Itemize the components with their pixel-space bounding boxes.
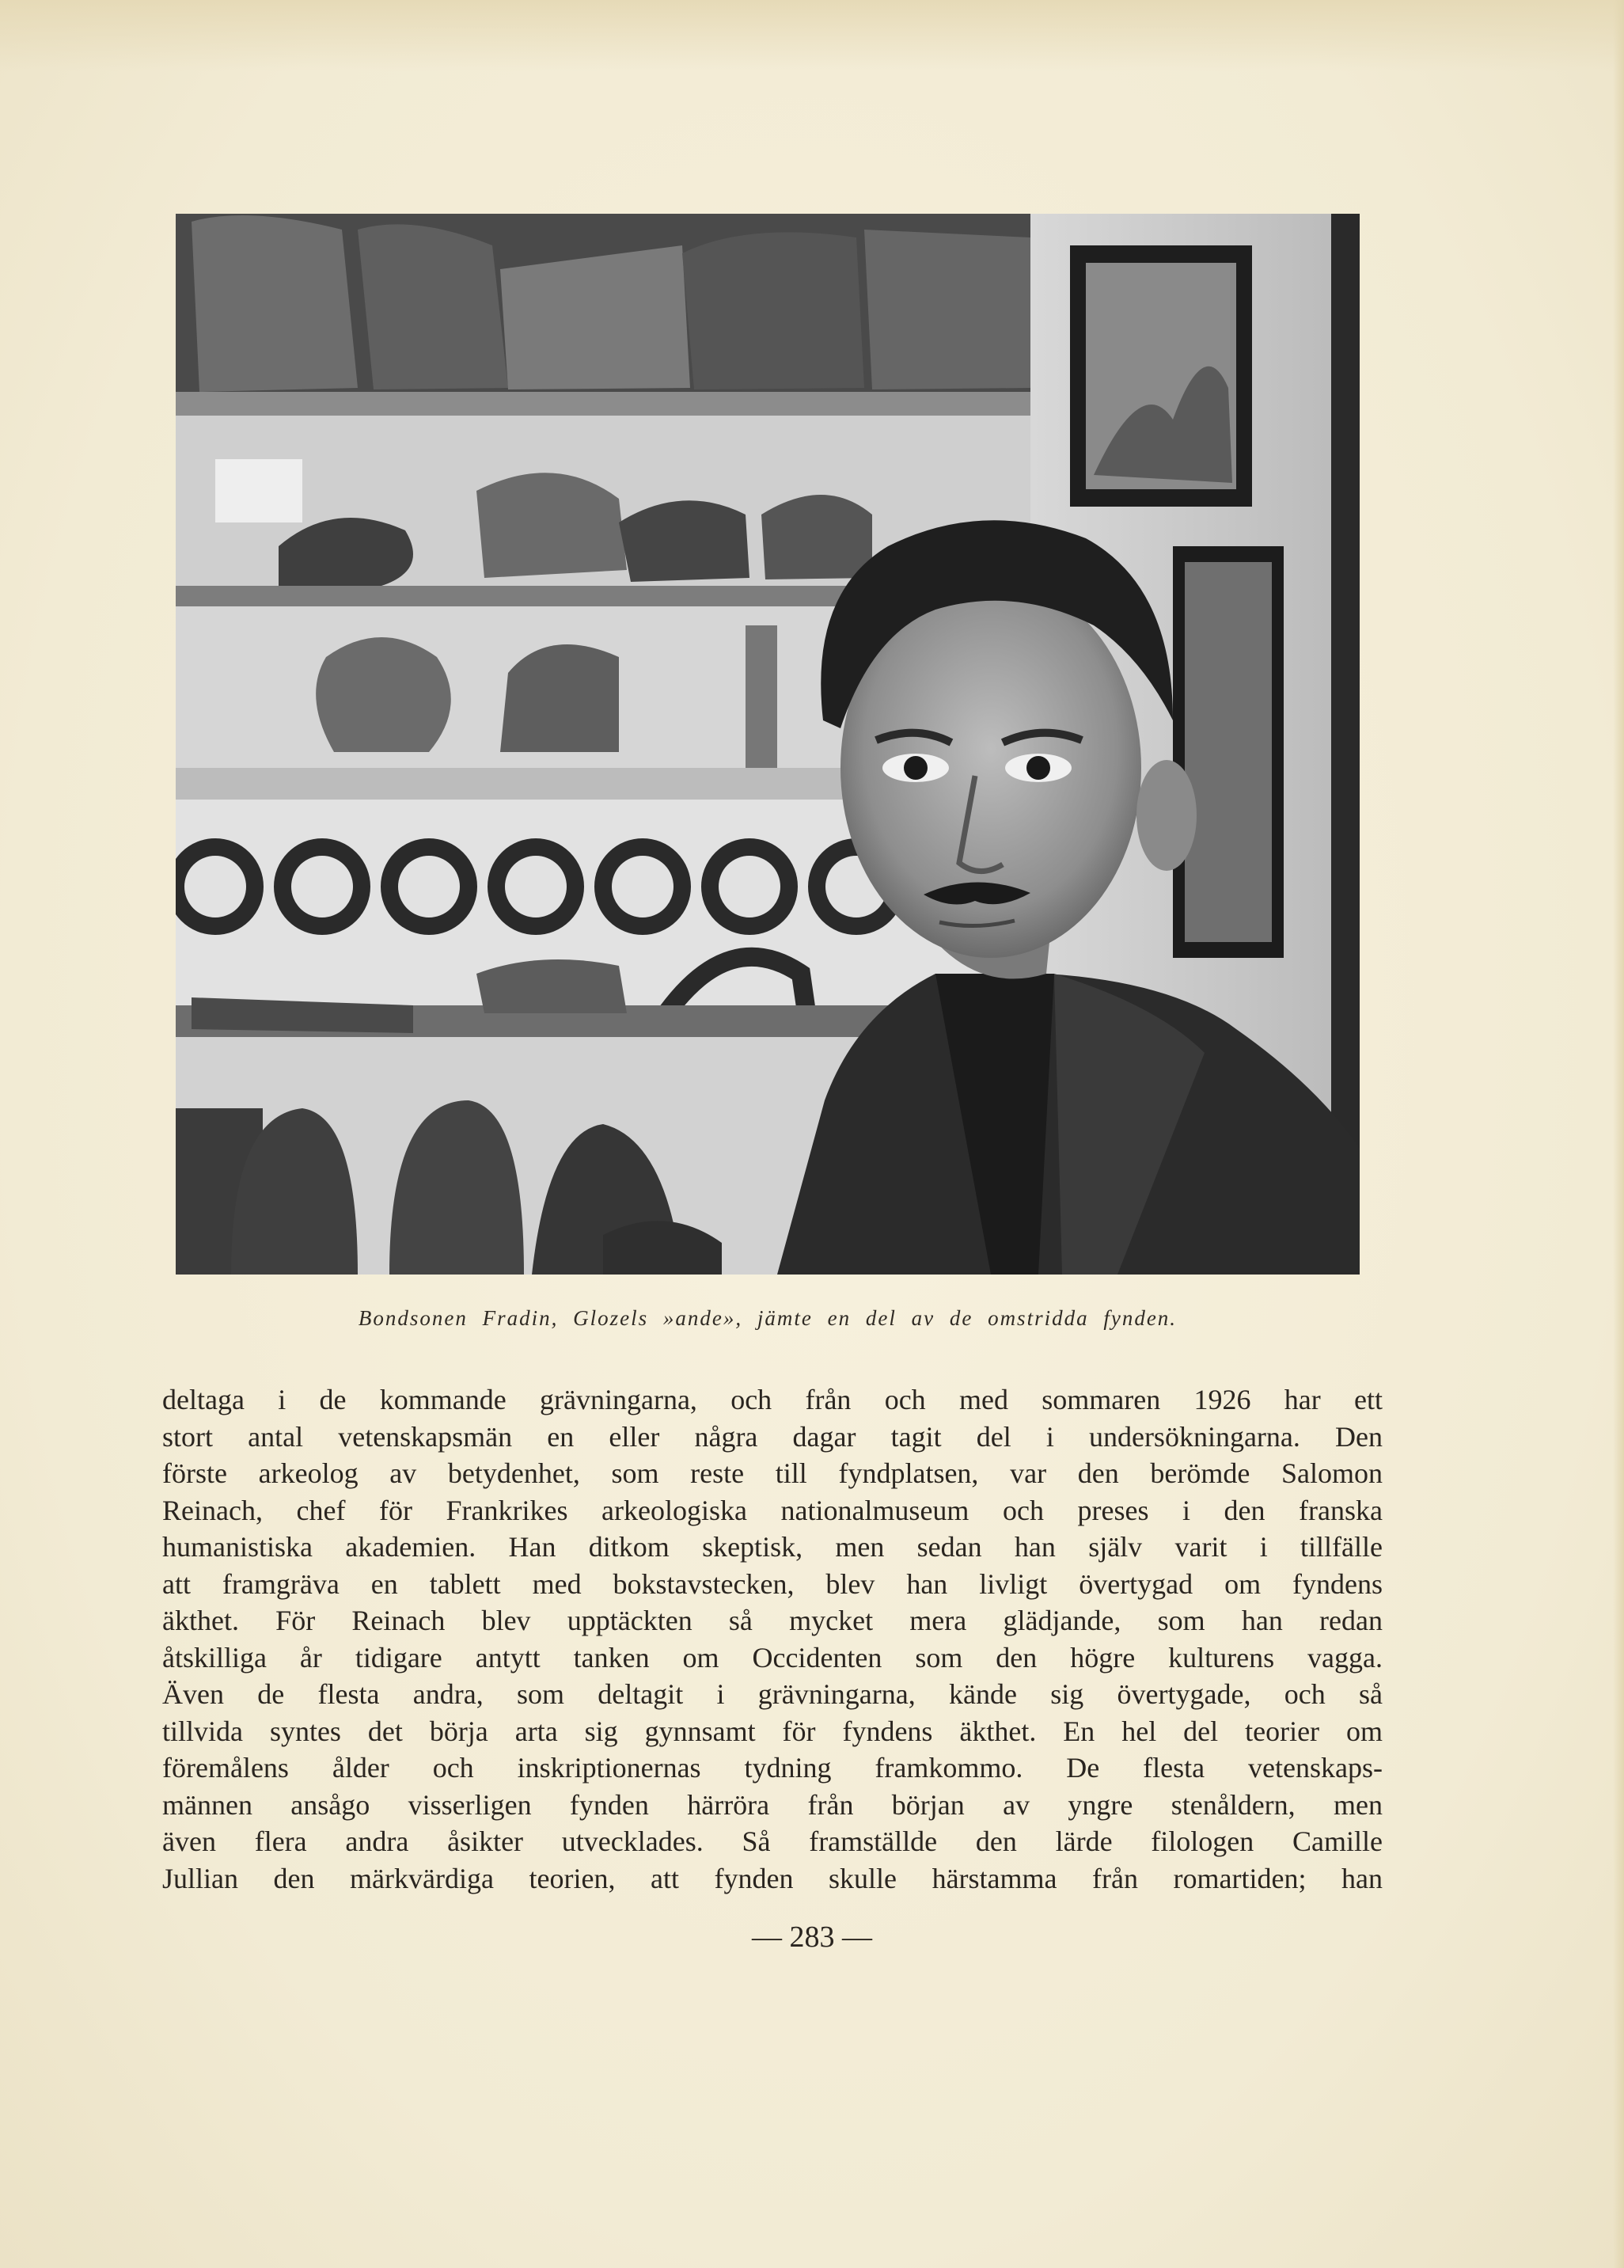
body-line: männen ansågo visserligen fynden härröra från början av yngre stenåldern, men (162, 1788, 1383, 1821)
body-line: deltaga i de kommande grävningarna, och från och med sommaren 1926 har ett (162, 1384, 1383, 1415)
body-line: att framgräva en tablett med bokstavstecken, blev han livligt övertygad om fyndens (162, 1567, 1383, 1600)
page-number: — 283 — (752, 1920, 872, 1954)
photo-illustration (176, 214, 1360, 1275)
body-line: åtskilliga år tidigare antytt tanken om Occidenten som den högre kulturens vagga. (162, 1641, 1383, 1673)
body-line: humanistiska akademien. Han ditkom skeptisk, men sedan han själv varit i tillfälle (162, 1531, 1383, 1563)
photograph (176, 214, 1360, 1275)
body-line: även flera andra åsikter utvecklades. Så framställde den lärde filologen Camille (162, 1825, 1383, 1857)
body-line: Även de flesta andra, som deltagit i grävningarna, kände sig övertygade, och så (162, 1678, 1383, 1710)
body-line: tillvida syntes det börja arta sig gynnsamt för fyndens äkthet. En hel del teorier om (162, 1715, 1383, 1747)
body-line: föremålens ålder och inskriptionernas tydning framkommo. De flesta vetenskaps- (162, 1752, 1383, 1784)
page-edge-shadow-top (0, 0, 1624, 71)
body-text (162, 1381, 1383, 1897)
body-line: äkthet. För Reinach blev upptäckten så mycket mera glädjande, som han redan (162, 1605, 1383, 1636)
body-line: förste arkeolog av betydenhet, som reste till fyndplatsen, var den berömde Salomon (162, 1457, 1383, 1489)
body-line: stort antal vetenskapsmän en eller några dagar tagit del i undersökningarna. Den (162, 1420, 1383, 1453)
body-line: Jullian den märkvärdiga teorien, att fynden skulle härstamma från romartiden; han (162, 1862, 1383, 1894)
body-line: Reinach, chef för Frankrikes arkeologiska nationalmuseum och preses i den franska (162, 1494, 1383, 1526)
figure-caption: Bondsonen Fradin, Glozels »ande», jämte en del av de omstridda fynden. (358, 1306, 1178, 1330)
